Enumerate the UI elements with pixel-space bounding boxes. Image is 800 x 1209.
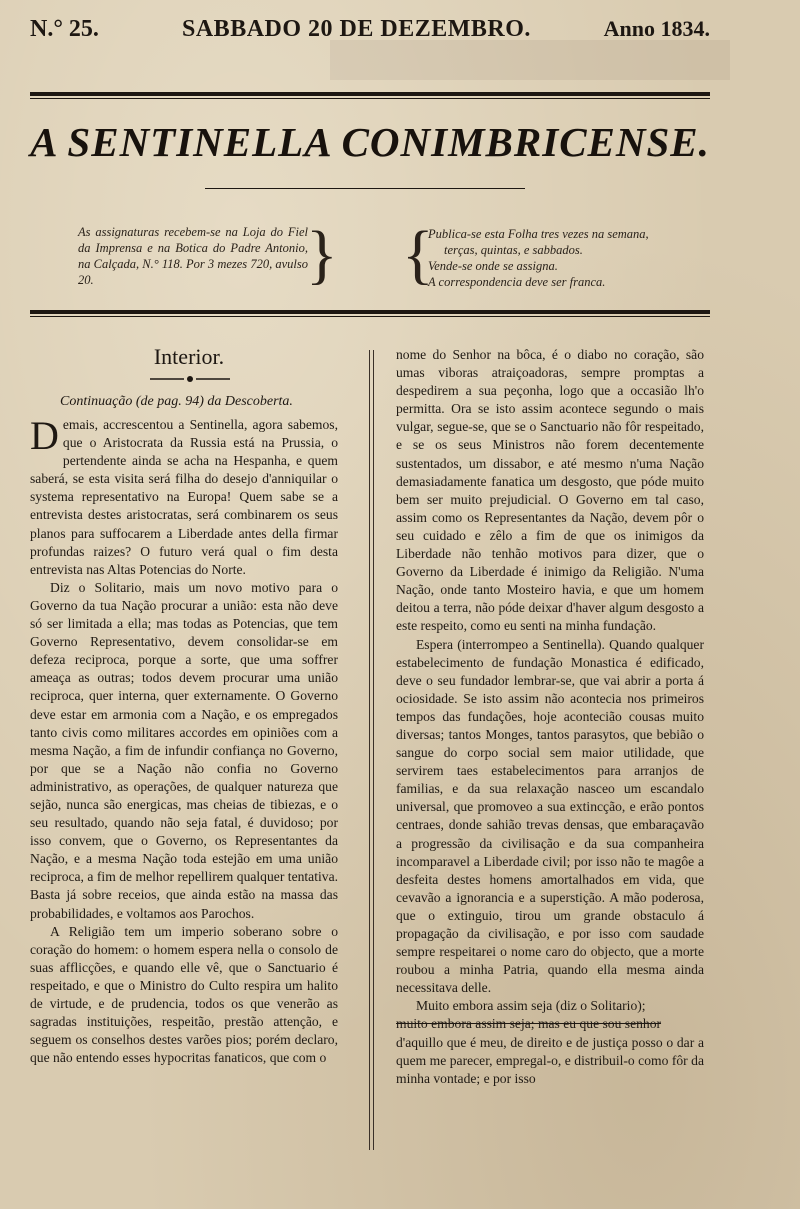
subscription-notice: As assignaturas recebem-se na Loja do Fiel da Imprensa e na Botica do Padre Antonio, na Calçada, N.° 118. Por 3 mezes 720, avulso 20. xyxy=(78,225,308,287)
title-rule xyxy=(205,188,525,189)
paragraph: nome do Senhor na bôca, é o diabo no coração, são umas viboras atraiçoadoras, sempre promptas a despedirem a sua peçonha, logo que a occasião lh'o permitta. Ora se isto assim acontece segundo o mais vulgar, segue-se, que se o Sanctuario não fôr respeitado, e se os seus Ministros não forem decentemente sustentados, um dissabor, e até mesmo n'uma Nação demasiadamente fanatica um desgosto, que póde muito bem ser muito prejudicial. O Governo em tal caso, assim como os Representantes da Nação, devem pôr o seu cuidado e zêlo a fim de que os inimigos da Liberdade não tenhão motivos para dizer, que o Governo da Liberdade é inimigo da Religião. N'uma Nação, onde tanto Mosteiro havia, e que um homem deitou a terra, não póde deixar d'haver algum desgosto a este respeito, como eu senti na minha fundação. xyxy=(396,347,704,634)
paragraph: A Religião tem um imperio soberano sobre o coração do homem: o homem espera nella o consolo de suas afflicções, e quando elle vê, que o Sanctuario é respeitado, e que o Ministro do Culto respira um halito de virtude, e de prudencia, todos os que venerão as sagradas instituições, respeitão, prestão attenção, e seguem os conselhos destes varões pios; porém declaro, que não entendo esses hypocritas fanaticos, que com o xyxy=(30,923,338,1066)
publication-notice-line: Vende-se onde se assigna. xyxy=(428,259,558,273)
newspaper-title: A SENTINELLA CONIMBRICENSE. xyxy=(30,119,710,165)
publication-notice-line: terças, quintas, e sabbados. xyxy=(444,243,583,257)
paragraph-text: emais, accrescentou a Sentinella, agora sabemos, que o Aristocrata da Russia está na Prussia, o pertendente ainda se acha na Hespanha, e quem saberá, se esta visita será filha do desejo d'anniquilar o systema representativo na Europa! Quem sabe se a entrevista destes aristocratas, será combinarem os seus planos para suffocarem a Liberdade antes della firmar profundas raizes? O futuro verá qual o fim desta entrevista nas Altas Potencias do Norte. xyxy=(30,417,338,577)
drop-cap: D xyxy=(30,413,59,458)
header-rule-bottom xyxy=(30,310,710,317)
column-divider-inner xyxy=(373,350,374,1150)
issue-date: SABBADO 20 DE DEZEMBRO. xyxy=(182,16,531,42)
paragraph: Diz o Solitario, mais um novo motivo para o Governo da tua Nação procurar a união: esta não deve só ser limitada a ella; mas todas as Potencias, que tem Governo Representativo, devem consolidar-se em defeza reciproca, porque a sorte, que uma soffrer ameaça as outras; todos devem procurar uma união reciproca, quer interna, quer externamente. O Governo deve estar em armonia com a Nação, e os empregados tanto civis como militares accordes em opiniões com a mesma Nação, a fim de infundir confiança no Governo, por que se a Nação não confia no Governo administrativo, as operações, de qualquer natureza que sejão, nunca são energicas, mas cheias de tibiezas, e o seu resultado, quando não seja fatal, é duvidoso; por isso convem, que o Governo, os Representantes da Nação, e a mesma Nação toda estejão em uma união reciproca, a fim de melhor repellirem qualquer tentativa. Basta já sobre receios, que ainda estão na massa das probabilidades, e voltamos aos Parochos. xyxy=(30,579,338,921)
column-divider xyxy=(369,350,370,1150)
paragraph: Espera (interrompeo a Sentinella). Quando qualquer estabelecimento de fundação Monastica é edificado, deve o seu fundador lembrar-se, que vai abrir a porta á ociosidade. Se isto assim não acontecia nos primeiros tempos das fundações, hoje acontecião cousas muito diversas; tantos Monges, tantos parasytos, que bebião o sangue do corpo social sem maior utilidade, que servirem taes estabelecimentos para arranjos de familias, e da sua relaxação nasceo um escandalo universal, que promoveo a sua extincção, e erão pontos centraes, donde sahião trevas densas, que embaraçavão a progressão da civilisação e da sua companheira incomparavel a Liberdade civil; por isso não te magôe a desfeita destes homens amortalhados em vida, que cevavão a ignorancia e a superstição. A mão poderosa, que o extinguio, tirou um grande obstaculo á propagação da civilisação, e por isso com saudade sempre respeitarei o nome caro do objecto, que a morte roubou a minha Patria, quando ella mesma ainda necessitava delle. xyxy=(396,636,704,996)
brace-right-icon: } xyxy=(306,218,338,291)
paragraph xyxy=(30,413,338,579)
left-column xyxy=(30,413,338,1067)
struck-line: muito embora assim seja; mas eu que sou senhor xyxy=(396,1016,662,1032)
issue-number: N.° 25. xyxy=(30,16,99,42)
publication-notice xyxy=(428,226,688,290)
publication-notice-line: Publica-se esta Folha tres vezes na semana, xyxy=(428,227,649,241)
ornament-rule-icon xyxy=(150,375,230,383)
masthead-line xyxy=(30,16,710,50)
masthead-rule-top xyxy=(30,92,710,99)
paragraph: d'aquillo que é meu, de direito e de justiça posso o dar a quem me parecer, empregal-o, e distribuil-o como fôr da minha vontade; e por isso xyxy=(396,1034,704,1086)
right-column xyxy=(396,346,704,1088)
section-title: Interior. xyxy=(153,344,225,369)
paragraph: Muito embora assim seja (diz o Solitario); xyxy=(416,998,646,1014)
brace-left-icon: { xyxy=(402,218,434,291)
publication-notice-line: A correspondencia deve ser franca. xyxy=(428,275,606,289)
issue-year: Anno 1834. xyxy=(603,16,710,41)
article-subtitle: Continuação (de pag. 94) da Descoberta. xyxy=(60,394,293,409)
